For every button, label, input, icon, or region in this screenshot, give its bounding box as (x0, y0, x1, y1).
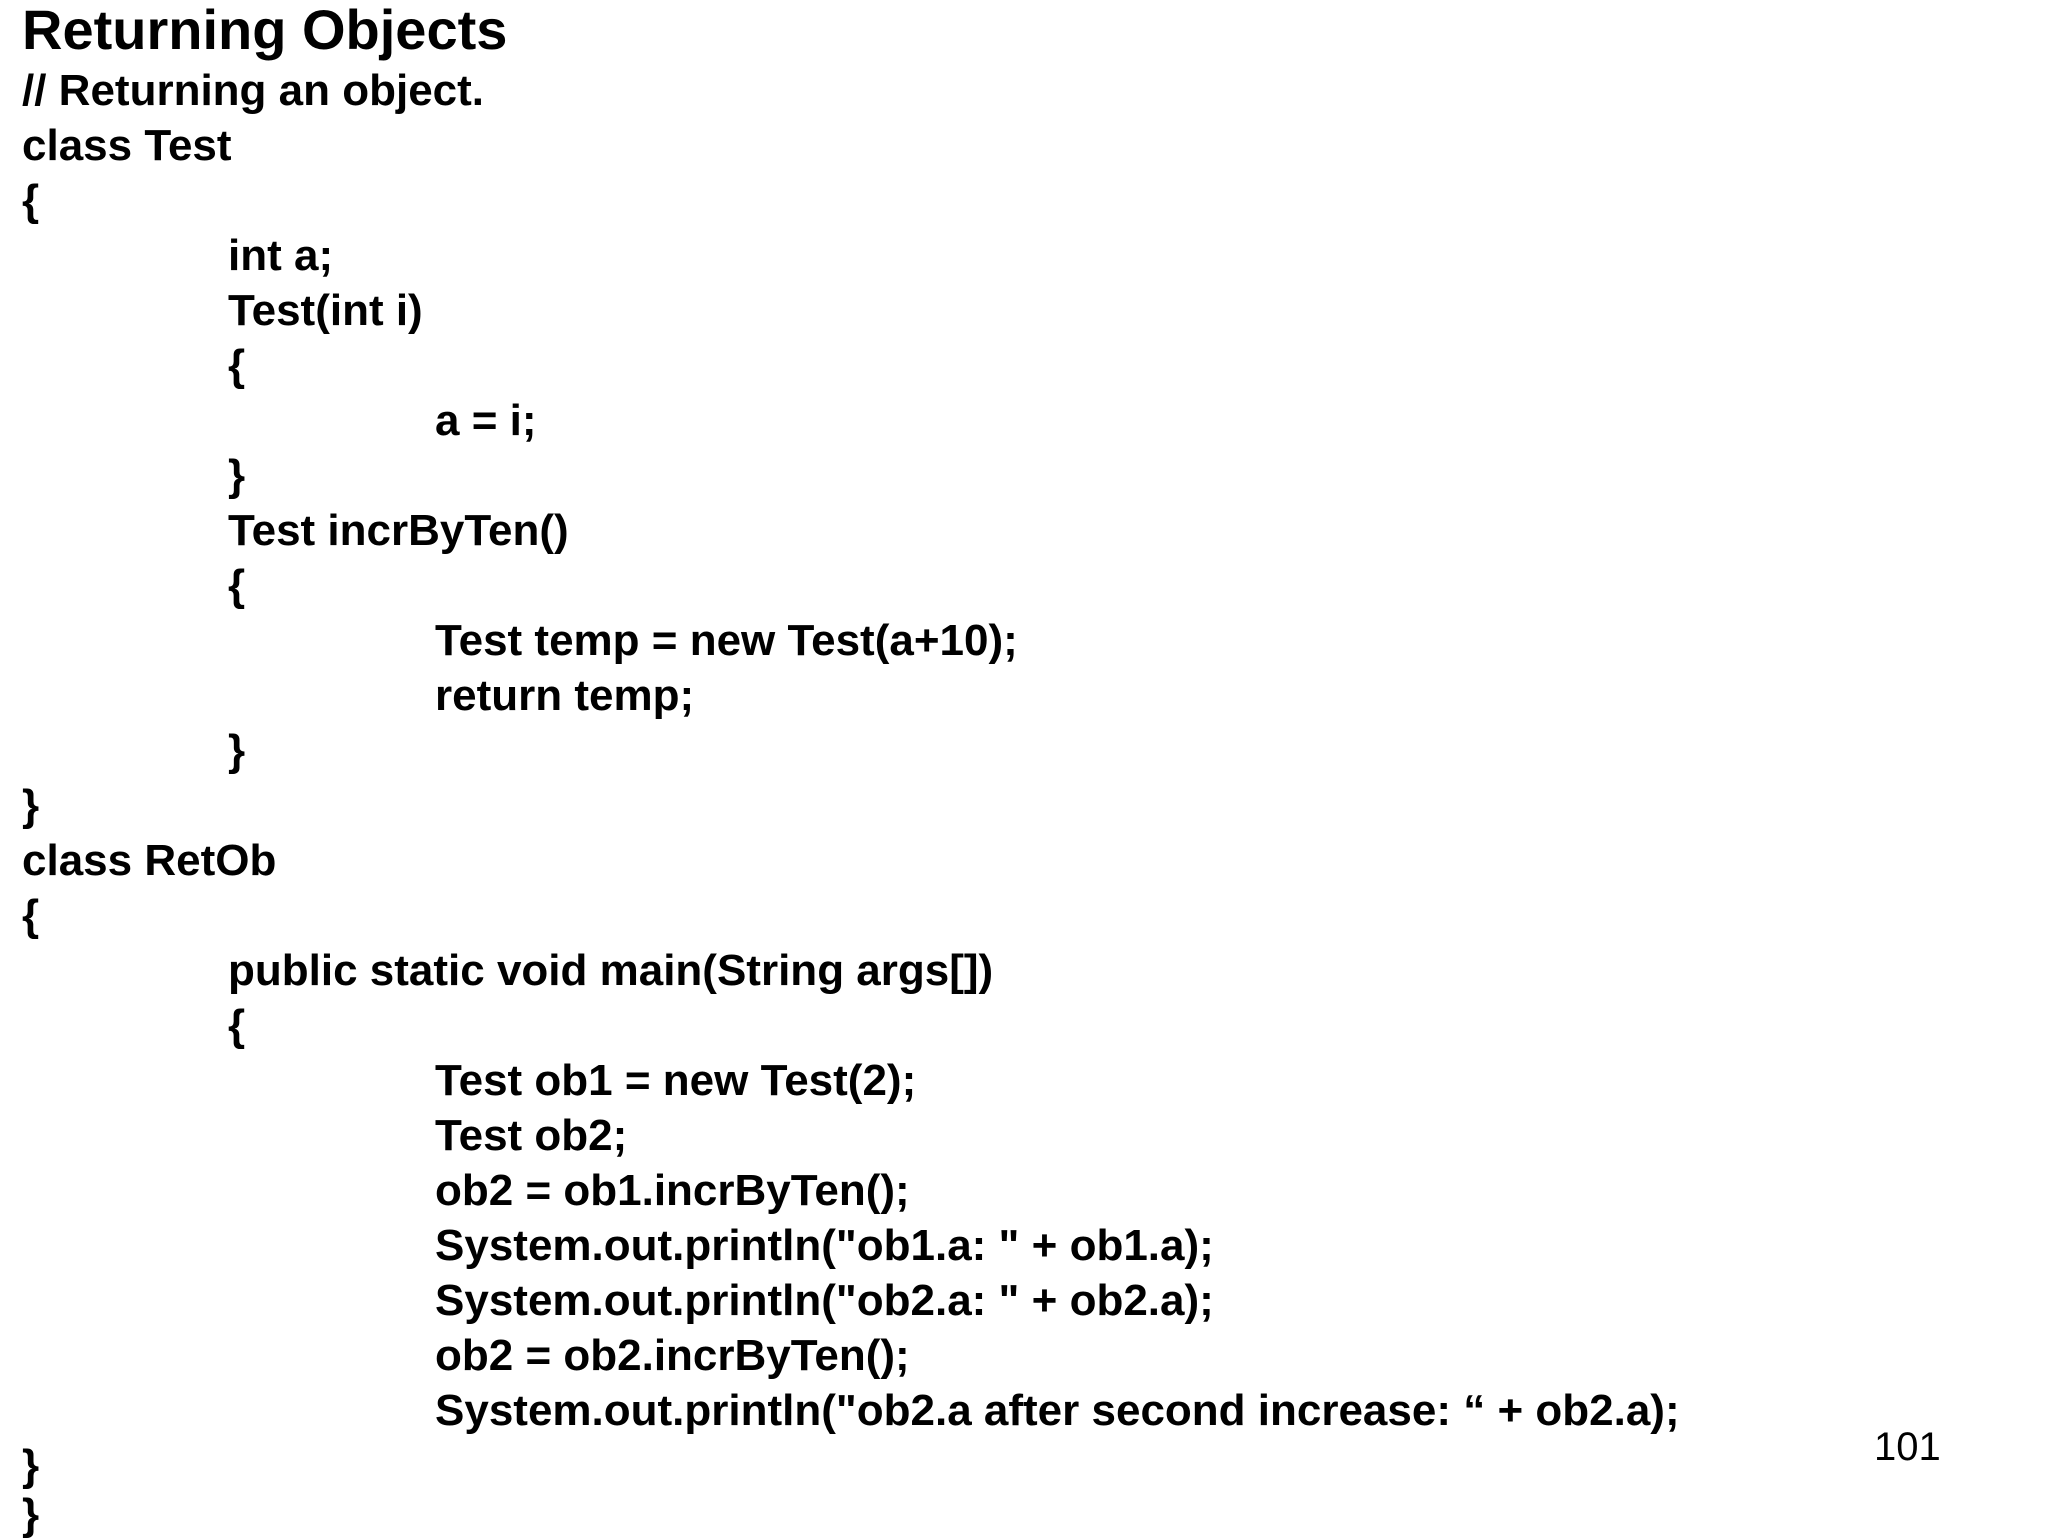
code-line: } (22, 1441, 40, 1490)
code-line: Test ob2; (435, 1111, 628, 1160)
code-line: Test ob1 = new Test(2); (435, 1056, 917, 1105)
code-line: { (228, 1001, 246, 1050)
code-line: ob2 = ob2.incrByTen(); (435, 1331, 910, 1380)
code-line: public static void main(String args[]) (228, 946, 994, 995)
code-line: System.out.println("ob1.a: " + ob1.a); (435, 1221, 1214, 1270)
code-line: } (22, 781, 40, 830)
page-number: 101 (1874, 1425, 1941, 1469)
code-line: System.out.println("ob2.a: " + ob2.a); (435, 1276, 1214, 1325)
code-line: a = i; (435, 396, 537, 445)
code-line: { (228, 341, 246, 390)
code-comment-line: // Returning an object. (22, 66, 485, 115)
code-line: Test incrByTen() (228, 506, 569, 555)
code-line: class Test (22, 121, 232, 170)
code-line: } (228, 451, 246, 500)
code-line: System.out.println("ob2.a after second increase: “ + ob2.a); (435, 1386, 1680, 1435)
code-line: } (22, 1490, 40, 1539)
code-line: ob2 = ob1.incrByTen(); (435, 1166, 910, 1215)
code-line: } (228, 726, 246, 775)
code-line: { (22, 891, 40, 940)
code-line: Test temp = new Test(a+10); (435, 616, 1018, 665)
slide-title: Returning Objects (22, 0, 508, 61)
code-line: { (228, 561, 246, 610)
code-line: class RetOb (22, 836, 277, 885)
code-line: int a; (228, 231, 334, 280)
code-line: Test(int i) (228, 286, 423, 335)
code-line: return temp; (435, 671, 695, 720)
code-line: { (22, 176, 40, 225)
